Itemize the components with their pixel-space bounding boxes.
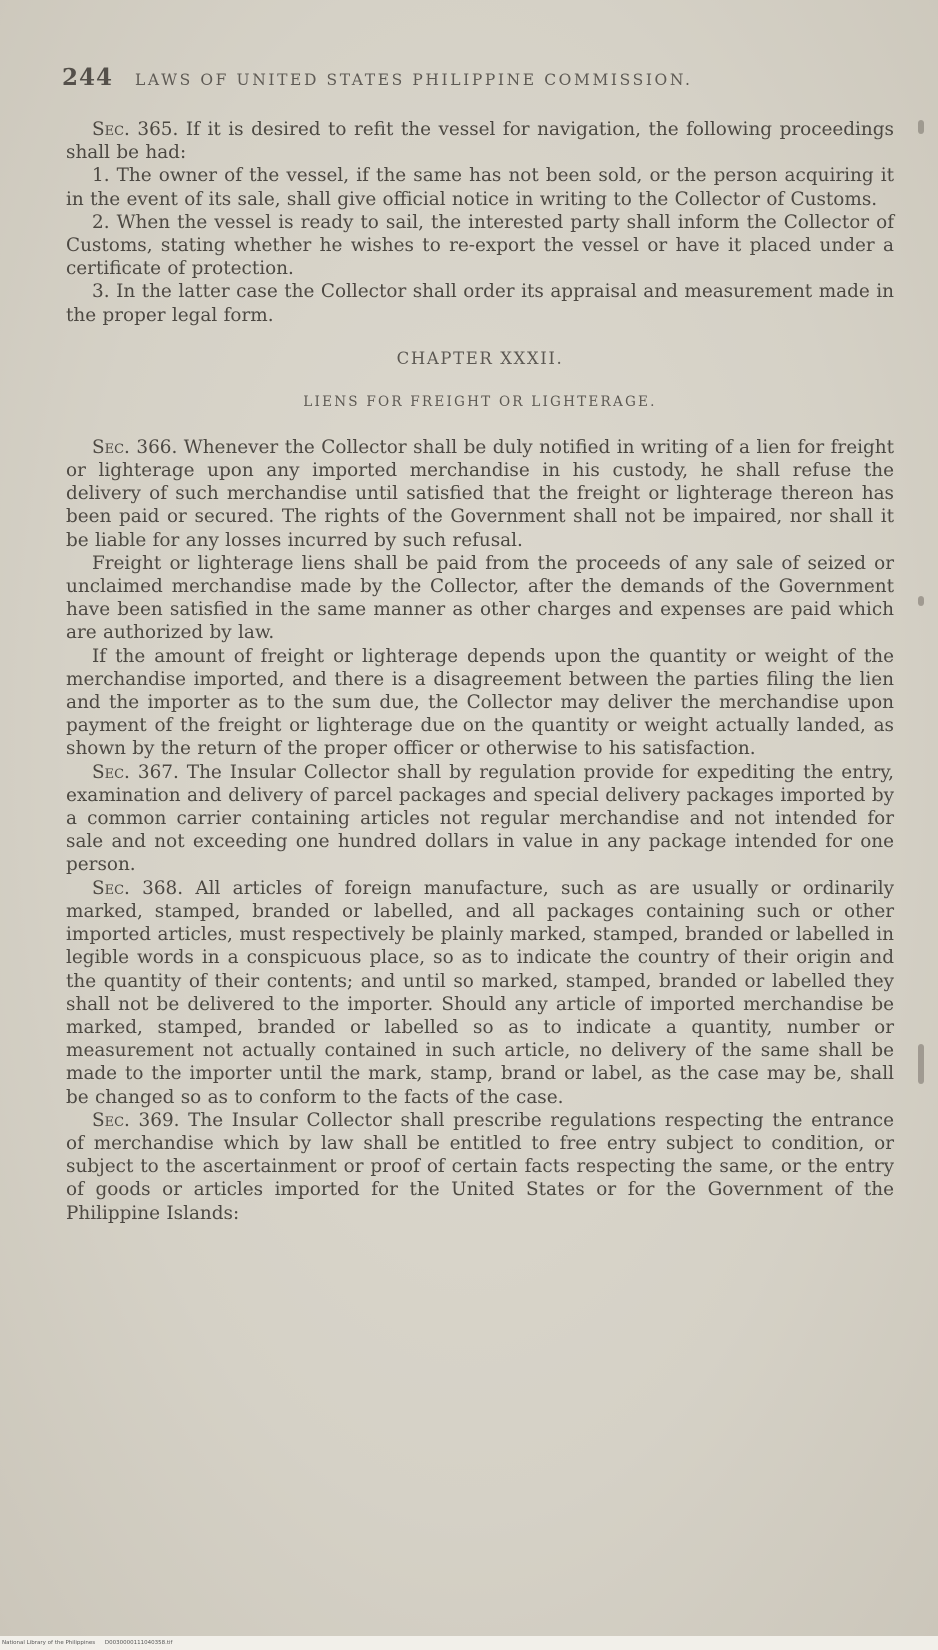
section-label: Sec. [92,877,130,899]
page-edge-mark [918,596,924,606]
paragraph-text: Freight or lighterage liens shall be paid from the proceeds of any sale of seized or unclaimed merchandise made by the Collector, after the demands of the Government have been satisfied in the same manner as other charges and expenses are paid which are authorized by law. [66,552,894,644]
paragraph [66,280,894,326]
section-label: Sec. [92,119,130,140]
paragraph-text: 1. The owner of the vessel, if the same has not been sold, or the person acquiring it in the event of its sale, shall give official notice in writing to the Collector of Customs. [66,165,894,210]
section-label: Sec. [92,761,130,783]
paragraph [66,645,894,761]
footer-source: National Library of the Philippines [2,1640,96,1646]
scan-footer [0,1636,938,1650]
chapter-heading: CHAPTER XXXII. [396,348,564,368]
paragraph [66,436,894,552]
paragraph [66,211,894,281]
paragraph [66,1109,894,1225]
paragraph-text: 369. The Insular Collector shall prescribe regulations respecting the entrance of merchandise which by law shall be entitled to free entry subject to condition, or subject to the ascertainment or proof of certain facts respecting the same, or the entry of goods or articles imported for the United States or for the Government of the Philippine Islands: [66,1109,894,1224]
section-label: Sec. [92,436,130,458]
paragraph-text: 368. All articles of foreign manufacture, such as are usually or ordinarily marked, stamped, branded or labelled, and all packages containing such or other imported articles, must respectively be plainly marked, stamped, branded or labelled in legible words in a conspicuous place, so as to indicate the country of their origin and the quantity of their contents; and until so marked, stamped, branded or labelled they shall not be delivered to the importer. Should any article of imported merchandise be marked, stamped, branded or labelled so as to indicate a quantity, number or measurement not actually contained in such article, no delivery of the same shall be made to the importer until the mark, stamp, brand or label, as the case may be, shall be changed so as to conform to the facts of the case. [66,877,894,1108]
section-label: Sec. [92,1109,130,1131]
page-edge-mark [918,1044,924,1084]
paragraph [66,877,894,1109]
page-edge-mark [918,120,924,134]
footer-identifier: D0030000111040358.tif [104,1640,173,1646]
paragraph [66,118,894,164]
running-title: LAWS OF UNITED STATES PHILIPPINE COMMISSION. [135,71,693,89]
paragraph-text: 3. In the latter case the Collector shall order its appraisal and measurement made in the proper legal form. [66,281,894,326]
paragraph [66,552,894,645]
paragraph [66,761,894,877]
paragraph-text: 2. When the vessel is ready to sail, the interested party shall inform the Collector of Customs, stating whether he wishes to re-export the vessel or have it placed under a certificate of protection. [66,211,894,280]
page-number: 244 [62,64,114,91]
page-header [62,64,822,94]
paragraph [66,164,894,210]
paragraph-text: 366. Whenever the Collector shall be duly notified in writing of a lien for freight or lighterage upon any imported merchandise in his custody, he shall refuse the delivery of such merchandise until satisfied that the freight or lighterage thereon has been paid or secured. The rights of the Government shall not be impaired, nor shall it be liable for any losses incurred by such refusal. [66,436,894,551]
chapter-subheading: LIENS FOR FREIGHT OR LIGHTERAGE. [303,393,657,410]
paragraph-text: 365. If it is desired to refit the vessel for navigation, the following proceedings shall be had: [66,119,894,164]
body-text [66,118,894,1225]
paragraph-text: If the amount of freight or lighterage depends upon the quantity or weight of the merchandise imported, and there is a disagreement between the parties filing the lien and the importer as to the sum due, the Collector may deliver the merchandise upon payment of the freight or lighterage due on the quantity or weight actually landed, as shown by the return of the proper officer or otherwise to his satisfaction. [66,645,894,760]
paragraph-text: 367. The Insular Collector shall by regulation provide for expediting the entry, examination and delivery of parcel packages and special delivery packages imported by a common carrier containing articles not regular merchandise and not intended for sale and not exceeding one hundred dollars in value in any package intended for one person. [66,761,894,876]
